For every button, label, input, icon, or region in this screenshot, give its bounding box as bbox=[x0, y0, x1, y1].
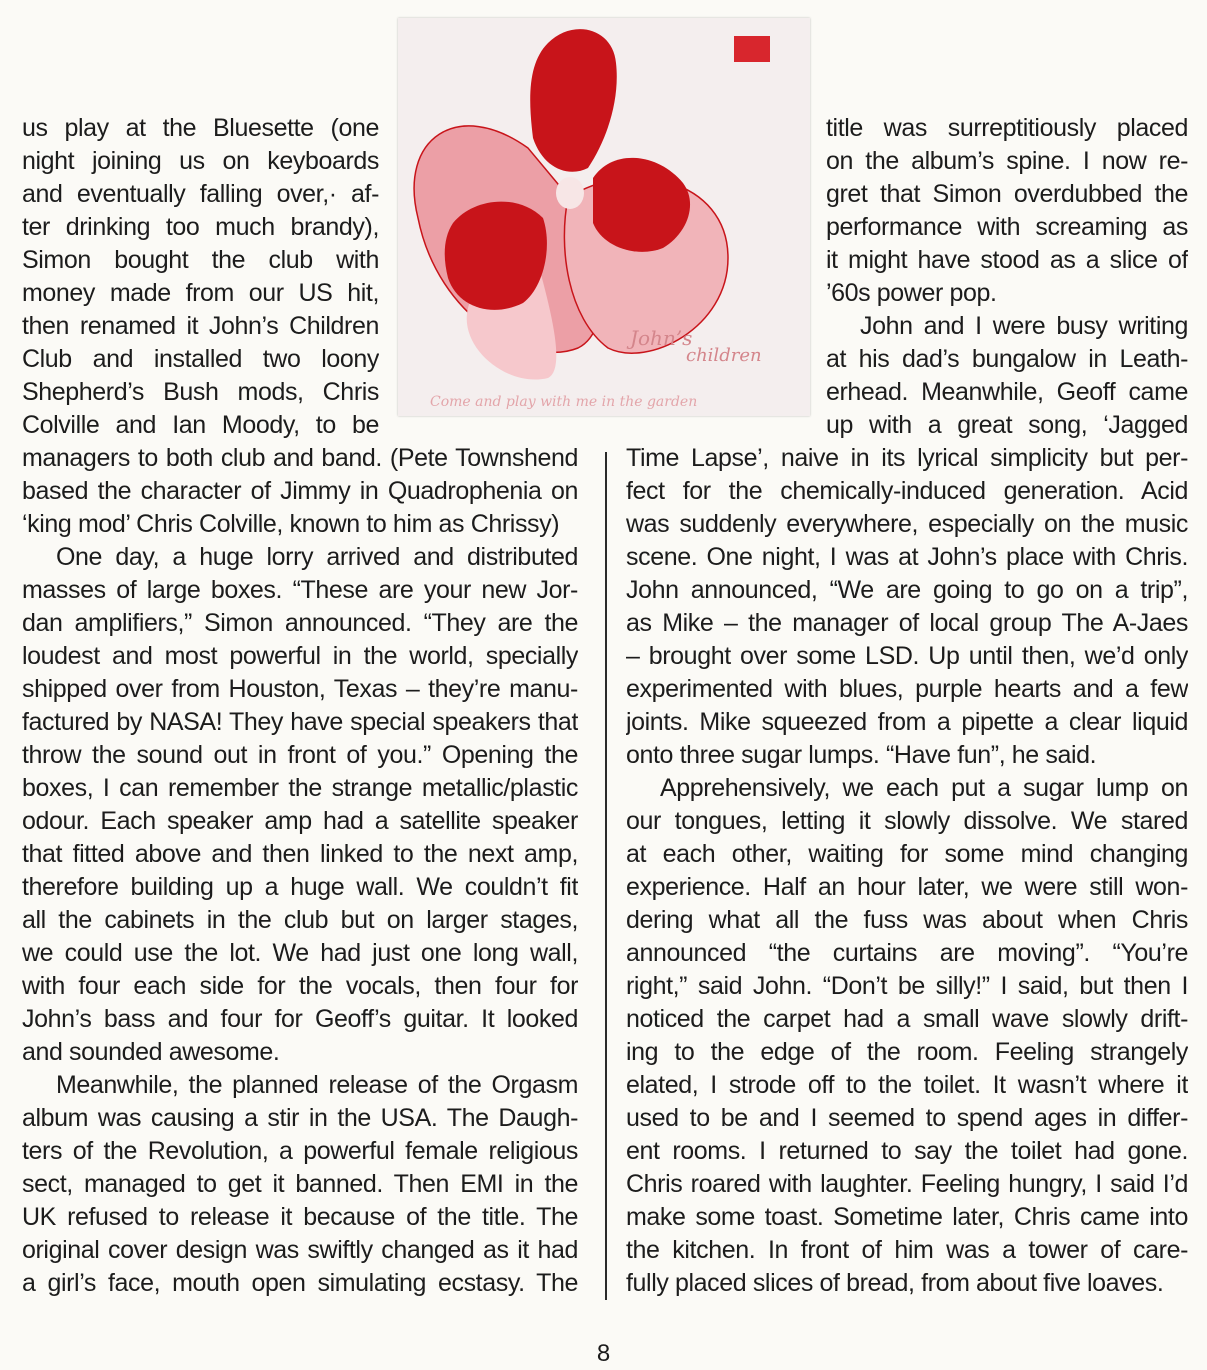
left-line: and sounded awesome. bbox=[22, 1038, 280, 1066]
cover-band-line2: children bbox=[686, 345, 762, 366]
left-line: then renamed it John’s Children bbox=[22, 312, 379, 340]
right-line: up with a great song, ‘Jagged bbox=[826, 411, 1188, 439]
right-line: dering what all the fuss was about when Chris bbox=[626, 906, 1188, 934]
left-line: managers to both club and band. (Pete Townshend bbox=[22, 444, 578, 472]
left-line: Shepherd’s Bush mods, Chris bbox=[22, 378, 379, 406]
right-line: performance with screaming as bbox=[826, 213, 1188, 241]
left-line: original cover design was swiftly changed as it had bbox=[22, 1236, 578, 1264]
left-line: we could use the lot. We had just one long wall, bbox=[22, 939, 578, 967]
record-label-mark bbox=[734, 36, 770, 62]
left-line: Simon bought the club with bbox=[22, 246, 379, 274]
page-number: 8 bbox=[596, 1340, 611, 1367]
left-line: ‘king mod’ Chris Colville, known to him as Chrissy) bbox=[22, 510, 560, 538]
red-petal-top bbox=[530, 29, 617, 172]
left-line: night joining us on keyboards bbox=[22, 147, 379, 175]
left-line: throw the sound out in front of you.” Opening the bbox=[22, 741, 578, 769]
right-line: as Mike – the manager of local group The A-Jaes bbox=[626, 609, 1188, 637]
left-line: John’s bass and four for Geoff’s guitar. It looked bbox=[22, 1005, 578, 1033]
right-line: title was surreptitiously placed bbox=[826, 114, 1188, 142]
left-line: Meanwhile, the planned release of the Orgasm bbox=[56, 1071, 578, 1099]
left-line: Club and installed two loony bbox=[22, 345, 379, 373]
cover-band-line1: John’s bbox=[630, 326, 693, 350]
right-line: on the album’s spine. I now re- bbox=[826, 147, 1188, 175]
column-divider bbox=[605, 452, 607, 1300]
right-line: Time Lapse’, naive in its lyrical simplicity but per- bbox=[626, 444, 1188, 472]
red-petal-right bbox=[593, 158, 690, 252]
right-line: erhead. Meanwhile, Geoff came bbox=[826, 378, 1188, 406]
left-line: us play at the Bluesette (one bbox=[22, 114, 379, 142]
right-line: right,” said John. “Don’t be silly!” I said, but then I bbox=[626, 972, 1188, 1000]
right-line: Chris roared with laughter. Feeling hungry, I said I’d bbox=[626, 1170, 1188, 1198]
right-line: was suddenly everywhere, especially on the music bbox=[626, 510, 1188, 538]
left-line: boxes, I can remember the strange metallic/plastic bbox=[22, 774, 578, 802]
right-line: experimented with blues, purple hearts and a few bbox=[626, 675, 1188, 703]
left-line: UK refused to release it because of the title. The bbox=[22, 1203, 578, 1231]
right-line: the kitchen. In front of him was a tower of care- bbox=[626, 1236, 1188, 1264]
right-line: our tongues, letting it slowly dissolve. We stared bbox=[626, 807, 1188, 835]
right-line: fully placed slices of bread, from about five loaves. bbox=[626, 1269, 1164, 1297]
flower-illustration bbox=[398, 18, 810, 416]
right-line: announced “the curtains are moving”. “You’re bbox=[626, 939, 1188, 967]
left-line: loudest and most powerful in the world, specially bbox=[22, 642, 578, 670]
flower-center bbox=[556, 177, 584, 209]
right-line: scene. One night, I was at John’s place with Chris. bbox=[626, 543, 1188, 571]
left-line: ter drinking too much brandy), bbox=[22, 213, 379, 241]
right-line: – brought over some LSD. Up until then, we’d only bbox=[626, 642, 1188, 670]
left-line: money made from our US hit, bbox=[22, 279, 379, 307]
right-line: joints. Mike squeezed from a pipette a clear liquid bbox=[626, 708, 1188, 736]
left-line: sect, managed to get it banned. Then EMI in the bbox=[22, 1170, 578, 1198]
left-line: album was causing a stir in the USA. The Daugh- bbox=[22, 1104, 578, 1132]
right-line: experience. Half an hour later, we were still won- bbox=[626, 873, 1188, 901]
left-line: therefore building up a huge wall. We couldn’t fit bbox=[22, 873, 578, 901]
left-line: One day, a huge lorry arrived and distributed bbox=[56, 543, 578, 571]
left-line: and eventually falling over,· af- bbox=[22, 180, 379, 208]
right-line: make some toast. Sometime later, Chris came into bbox=[626, 1203, 1188, 1231]
right-line: used to be and I seemed to spend ages in differ- bbox=[626, 1104, 1188, 1132]
right-line: elated, I strode off to the toilet. It wasn’t where it bbox=[626, 1071, 1188, 1099]
right-line: it might have stood as a slice of bbox=[826, 246, 1188, 274]
album-cover bbox=[398, 18, 810, 416]
left-line: shipped over from Houston, Texas – they’re manu- bbox=[22, 675, 578, 703]
right-line: John and I were busy writing bbox=[860, 312, 1188, 340]
cover-title: Come and play with me in the garden bbox=[430, 394, 698, 410]
right-line: at his dad’s bungalow in Leath- bbox=[826, 345, 1188, 373]
left-line: a girl’s face, mouth open simulating ecstasy. The bbox=[22, 1269, 578, 1297]
left-line: dan amplifiers,” Simon announced. “They are the bbox=[22, 609, 578, 637]
left-line: factured by NASA! They have special speakers that bbox=[22, 708, 578, 736]
left-line: all the cabinets in the club but on larger stages, bbox=[22, 906, 578, 934]
right-line: gret that Simon overdubbed the bbox=[826, 180, 1188, 208]
red-petal-left bbox=[445, 202, 547, 310]
right-line: Apprehensively, we each put a sugar lump on bbox=[660, 774, 1188, 802]
left-line: that fitted above and then linked to the next amp, bbox=[22, 840, 578, 868]
right-line: John announced, “We are going to go on a trip”, bbox=[626, 576, 1188, 604]
right-line: noticed the carpet had a small wave slowly drift- bbox=[626, 1005, 1188, 1033]
left-line: ters of the Revolution, a powerful female religious bbox=[22, 1137, 578, 1165]
right-line: at each other, waiting for some mind changing bbox=[626, 840, 1188, 868]
right-line: ing to the edge of the room. Feeling strangely bbox=[626, 1038, 1188, 1066]
right-line: onto three sugar lumps. “Have fun”, he said. bbox=[626, 741, 1097, 769]
right-line: ’60s power pop. bbox=[826, 279, 997, 307]
left-line: masses of large boxes. “These are your new Jor- bbox=[22, 576, 578, 604]
left-line: based the character of Jimmy in Quadrophenia on bbox=[22, 477, 578, 505]
left-line: with four each side for the vocals, then four for bbox=[22, 972, 578, 1000]
left-line: Colville and Ian Moody, to be bbox=[22, 411, 379, 439]
right-line: ent rooms. I returned to say the toilet had gone. bbox=[626, 1137, 1188, 1165]
right-line: fect for the chemically-induced generation. Acid bbox=[626, 477, 1188, 505]
left-line: odour. Each speaker amp had a satellite speaker bbox=[22, 807, 578, 835]
